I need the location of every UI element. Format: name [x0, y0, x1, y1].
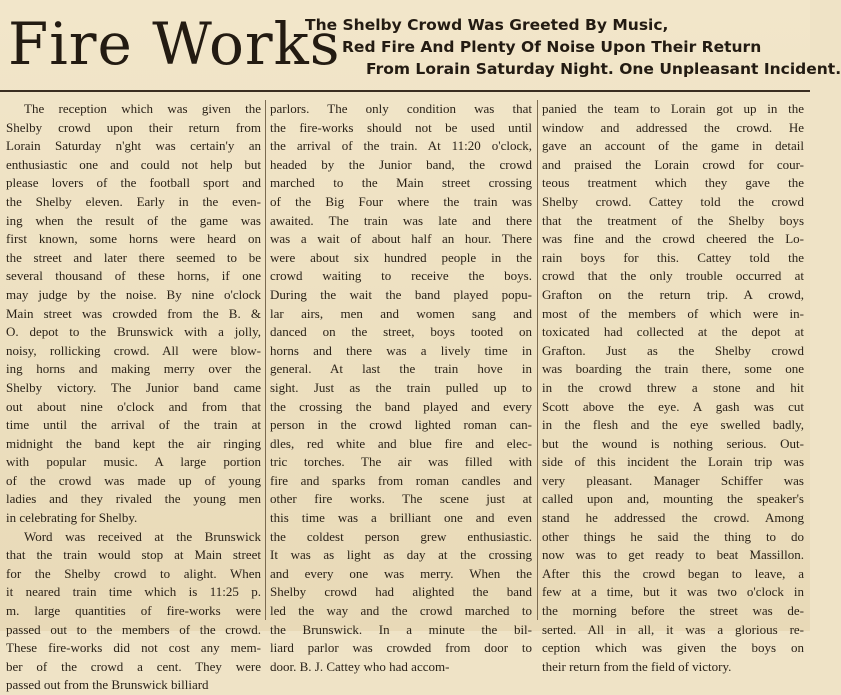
- text-line: the crossing the band played and every: [270, 398, 532, 414]
- article-header: [0, 0, 841, 92]
- text-line: crowd waiting to receive the boys.: [270, 268, 532, 284]
- text-line: Main street was crowded from the B. &: [6, 305, 261, 321]
- text-line: other things he said the thing to do: [542, 528, 804, 544]
- text-line: lar airs, men and women sang and: [270, 305, 532, 321]
- text-line: few at a time, but it was two o'clock in: [542, 584, 804, 600]
- article-column-2: [270, 100, 532, 674]
- text-line: that the treatment of the Shelby boys: [542, 212, 804, 228]
- text-line: in celebrating for Shelby.: [6, 510, 138, 526]
- text-line: Grafton. Just as the Shelby crowd: [542, 342, 804, 358]
- subheadline-line-3: From Lorain Saturday Night. One Unpleasant Incident.: [366, 60, 841, 78]
- article-column-1: [6, 100, 261, 693]
- text-line: m. large quantities of fire-works were: [6, 603, 261, 619]
- text-line: for the Shelby crowd to alight. When: [6, 565, 261, 581]
- text-line: Shelby crowd upon their return from: [6, 119, 261, 135]
- text-line: may judge by the noise. By nine o'clock: [6, 286, 261, 302]
- text-line: out about nine o'clock and from that: [6, 398, 261, 414]
- text-line: their return from the field of victory.: [542, 658, 732, 674]
- text-line: Shelby crowd. Cattey told the crowd: [542, 193, 804, 209]
- text-line: Shelby victory. The Junior band came: [6, 379, 261, 395]
- text-line: now was to get ready to beat Massillon.: [542, 547, 804, 563]
- text-line: but the wound is nothing serious. Out-: [542, 435, 804, 451]
- text-line: with popular music. A large portion: [6, 454, 261, 470]
- text-line: passed out from the Brunswick billiard: [6, 677, 209, 693]
- text-line: this time was a brilliant one and even: [270, 510, 532, 526]
- headline: Fire Works: [8, 10, 341, 78]
- text-line: please lovers of the football sport and: [6, 175, 261, 191]
- text-line: it neared train time which is 11:25 p.: [6, 584, 261, 600]
- text-line: called upon and, mounting the speaker's: [542, 491, 804, 507]
- text-line: crowd that the only trouble occurred at: [542, 268, 804, 284]
- text-line: other fire works. The scene just at: [270, 491, 532, 507]
- text-line: Word was received at the Brunswick: [24, 528, 261, 544]
- subheadline-line-2: Red Fire And Plenty Of Noise Upon Their Return: [342, 38, 762, 56]
- text-line: and every one was merry. When the: [270, 565, 532, 581]
- text-line: and praised the Lorain crowd for cour-: [542, 156, 804, 172]
- text-line: sight. Just as the train pulled up to: [270, 379, 532, 395]
- text-line: Shelby crowd had alighted the band: [270, 584, 532, 600]
- subheadline: [300, 14, 841, 80]
- header-rule: [0, 90, 810, 92]
- text-line: door. B. J. Cattey who had accom-: [270, 658, 450, 674]
- text-line: enthusiastic one and could not help but: [6, 156, 261, 172]
- text-line: These fire-works did not cost any mem-: [6, 640, 261, 656]
- column-divider-1: [265, 100, 266, 620]
- text-line: the street and later there seemed to be: [6, 249, 261, 265]
- text-line: the arrival of the train. At 11:20 o'clock,: [270, 138, 532, 154]
- text-line: During the wait the band played popu-: [270, 286, 532, 302]
- text-line: Lorain Saturday n'ght was certain'y an: [6, 138, 261, 154]
- text-line: in the crowd threw a stone and hit: [542, 379, 804, 395]
- text-line: the Brunswick. In a minute the bil-: [270, 621, 532, 637]
- text-line: window and addressed the crowd. He: [542, 119, 804, 135]
- text-line: It was as light as day at the crossing: [270, 547, 532, 563]
- text-line: led the way and the crowd marched to: [270, 603, 532, 619]
- text-line: were about six hundred people in the: [270, 249, 532, 265]
- text-line: the fire-works should not be used until: [270, 119, 532, 135]
- text-line: in the flesh and the eye swelled badly,: [542, 417, 804, 433]
- text-line: After this the crowd began to leave, a: [542, 565, 804, 581]
- text-line: first known, some horns were heard on: [6, 231, 261, 247]
- text-line: was a wait of about half an hour. There: [270, 231, 532, 247]
- text-line: liard parlor was crowded from door to: [270, 640, 532, 656]
- text-line: tric torches. The air was filled with: [270, 454, 532, 470]
- text-line: most of the members of which were in-: [542, 305, 804, 321]
- text-line: dles, red white and blue fire and elec-: [270, 435, 532, 451]
- text-line: gave an account of the game in detail: [542, 138, 804, 154]
- text-line: ception which was given the boys on: [542, 640, 804, 656]
- text-line: ladies and they rivaled the young men: [6, 491, 261, 507]
- text-line: Scott above the eye. A gash was cut: [542, 398, 804, 414]
- text-line: serted. All in all, it was a glorious re-: [542, 621, 804, 637]
- text-line: the Shelby eleven. Early in the even-: [6, 193, 261, 209]
- text-line: noisy, rollicking crowd. All were blow-: [6, 342, 261, 358]
- text-line: ing when the result of the game was: [6, 212, 261, 228]
- text-line: time until the arrival of the train at: [6, 417, 261, 433]
- text-line: fire and sparks from roman candles and: [270, 472, 532, 488]
- text-line: side of this incident the Lorain trip was: [542, 454, 804, 470]
- text-line: that the train would stop at Main street: [6, 547, 261, 563]
- text-line: the coldest person grew enthusiastic.: [270, 528, 532, 544]
- text-line: general. At last the train hove in: [270, 361, 532, 377]
- text-line: person in the crowd lighted roman can-: [270, 417, 532, 433]
- text-line: rain boys for this. Cattey told the: [542, 249, 804, 265]
- text-line: was boarding the train there, some one: [542, 361, 804, 377]
- text-line: of the crowd was made up of young: [6, 472, 261, 488]
- text-line: midnight the band kept the air ringing: [6, 435, 261, 451]
- article-column-3: [542, 100, 804, 674]
- text-line: parlors. The only condition was that: [270, 101, 532, 116]
- text-line: awaited. The train was late and there: [270, 212, 532, 228]
- text-line: was fine and the crowd cheered the Lo-: [542, 231, 804, 247]
- text-line: panied the team to Lorain got up in the: [542, 101, 804, 116]
- text-line: O. depot to the Brunswick with a jolly,: [6, 324, 261, 340]
- text-line: several thousand of these horns, if one: [6, 268, 261, 284]
- text-line: very pleasant. Manager Schiffer was: [542, 472, 804, 488]
- text-line: The reception which was given the: [24, 101, 261, 116]
- column-divider-2: [537, 100, 538, 620]
- text-line: the morning before the street was de-: [542, 603, 804, 619]
- text-line: headed by the Junior band, the crowd: [270, 156, 532, 172]
- text-line: marched to the Main street crossing: [270, 175, 532, 191]
- text-line: toxicated had collected at the depot at: [542, 324, 804, 340]
- subheadline-line-1: The Shelby Crowd Was Greeted By Music,: [305, 16, 669, 34]
- text-line: horns and there was a lively time in: [270, 342, 532, 358]
- text-line: ber of the crowd a cent. They were: [6, 658, 261, 674]
- text-line: Grafton on the return trip. A crowd,: [542, 286, 804, 302]
- text-line: passed out to the members of the crowd.: [6, 621, 261, 637]
- text-line: danced on the street, boys tooted on: [270, 324, 532, 340]
- text-line: ing horns and making merry over the: [6, 361, 261, 377]
- text-line: teous treatment which they gave the: [542, 175, 804, 191]
- text-line: of the Big Four where the train was: [270, 193, 532, 209]
- text-line: stand he addressed the crowd. Among: [542, 510, 804, 526]
